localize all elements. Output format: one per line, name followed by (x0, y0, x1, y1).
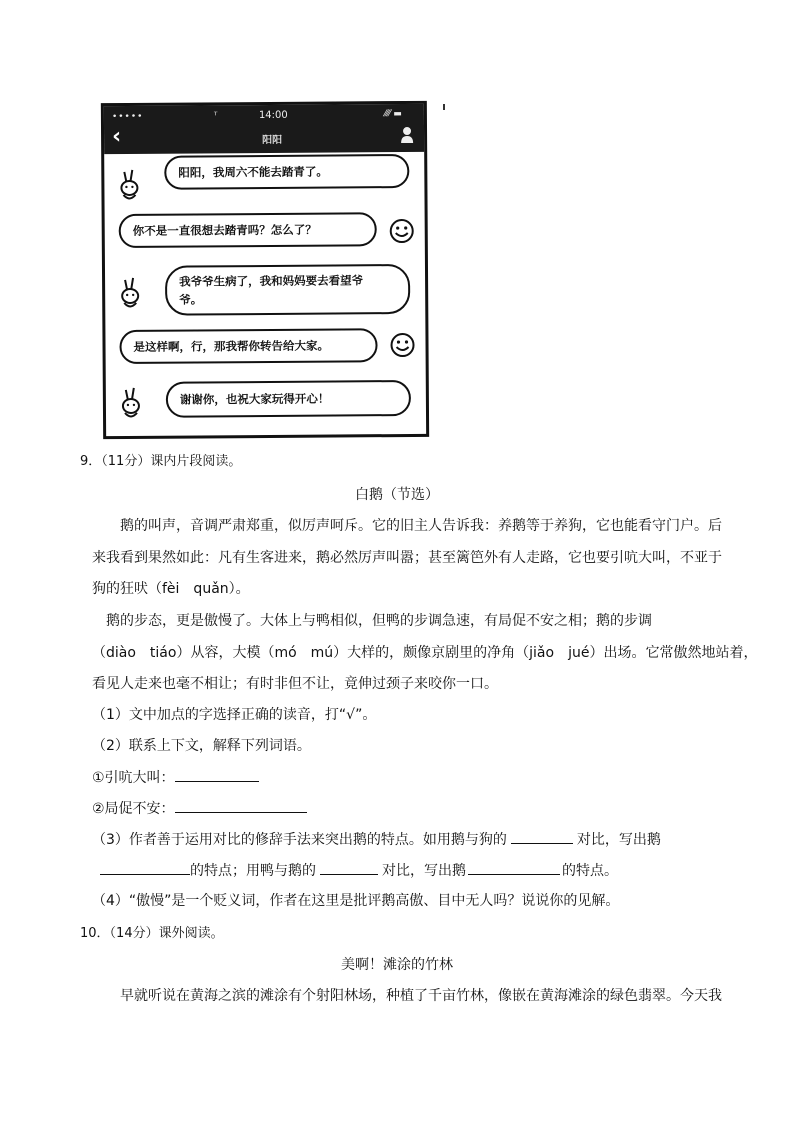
subquestion-2b (92, 798, 307, 819)
passage-text-line: 来我看到果然如此：凡有生客进来，鹅必然厉声叫嚣；甚至篱笆外有人走路，它也要引吭大叫，不亚于 (92, 550, 722, 566)
answer-blank[interactable] (468, 860, 560, 875)
question-10-heading: 10．（14分）课外阅读。 (80, 926, 224, 941)
passage-text-line: 鹅的步态，更是傲慢了。大体上与鸭相似，但鸭的步调急速，有局促不安之相；鹅的步调 (106, 613, 652, 629)
chat-message-bubble (164, 154, 409, 190)
subquestion-1: （1）文中加点的字选择正确的读音，打“√”。 (92, 707, 377, 723)
back-arrow-icon: ‹ (111, 124, 122, 150)
chat-title: 阳阳 (262, 134, 283, 147)
subquestion-4: （4）“傲慢”是一个贬义词，作者在这里是批评鹅高傲、目中无人吗？说说你的见解。 (92, 893, 620, 909)
answer-blank[interactable] (511, 829, 573, 844)
battery-icon: ⁄⁄⁄⁄ ▬ (384, 109, 402, 120)
chat-message-bubble (119, 212, 377, 248)
subquestion-text: 对比，写出鹅 (576, 832, 661, 848)
passage-text-line: 狗的狂吠（fèi quǎn）。 (92, 581, 250, 597)
signal-icon: ••••• (111, 111, 144, 123)
subquestion-text: 的特点；用鸭与鹅的 (190, 863, 316, 879)
bunny-avatar-icon (115, 276, 145, 312)
chat-message-text: 我爷爷生病了，我和妈妈要去看望爷爷。 (179, 273, 364, 307)
answer-blank[interactable] (320, 860, 378, 875)
user-icon (400, 126, 414, 144)
smiley-avatar-icon (389, 332, 415, 358)
question-9-heading: 9．（11分）课内片段阅读。 (80, 454, 242, 469)
answer-blank[interactable] (175, 798, 307, 813)
passage-text-line: （diào tiáo）从容，大模（mó mú）大样的，颇像京剧里的净角（jiǎo jué）出场。它常傲然地站着， (92, 645, 758, 661)
subquestion-text: 的特点。 (562, 863, 618, 879)
chat-message-bubble (166, 380, 411, 418)
passage-text-line: 看见人走来也毫不相让；有时非但不让，竟伸过颈子来咬你一口。 (92, 676, 498, 692)
chat-message-bubble (165, 264, 410, 316)
subquestion-2: （2）联系上下文，解释下列词语。 (92, 738, 311, 754)
subquestion-text: （3）作者善于运用对比的修辞手法来突出鹅的特点。如用鹅与狗的 (92, 832, 507, 848)
subquestion-text: 对比，写出鹅 (382, 863, 466, 879)
subquestion-2a (92, 767, 259, 788)
term-label: ②局促不安： (92, 801, 175, 817)
status-time: 14:00 (258, 109, 288, 122)
chat-message-text: 是这样啊，行，那我帮你转告给大家。 (133, 338, 330, 354)
subquestion-3-line-1 (92, 829, 661, 850)
answer-blank[interactable] (100, 860, 190, 875)
passage-title: 白鹅（节选） (355, 487, 439, 503)
chat-message-text: 阳阳，我周六不能去踏青了。 (178, 164, 328, 180)
passage-text-line: 鹅的叫声，音调严肃郑重，似厉声呵斥。它的旧主人告诉我：养鹅等于养狗，它也能看守门户。后 (120, 518, 722, 534)
passage-title: 美啊！滩涂的竹林 (341, 957, 453, 973)
smiley-avatar-icon (389, 218, 415, 244)
passage-text-line: 早就听说在黄海之滨的滩涂有个射阳林场，种植了千亩竹林，像嵌在黄海滩涂的绿色翡翠。今天我 (120, 988, 722, 1004)
bunny-avatar-icon (114, 168, 144, 204)
chat-message-text: 谢谢你，也祝大家玩得开心！ (179, 391, 330, 407)
bunny-avatar-icon (116, 386, 146, 422)
chat-message-bubble (119, 328, 377, 364)
phone-status-bar (104, 104, 424, 154)
answer-blank[interactable] (175, 767, 259, 782)
chat-screenshot-image (101, 101, 429, 439)
term-label: ①引吭大叫： (92, 770, 175, 786)
subquestion-3-line-2 (100, 860, 618, 881)
scan-mark (443, 104, 445, 110)
chat-message-text: 你不是一直很想去踏青吗？怎么了？ (132, 222, 317, 238)
wifi-icon: ᵀ (213, 111, 218, 122)
